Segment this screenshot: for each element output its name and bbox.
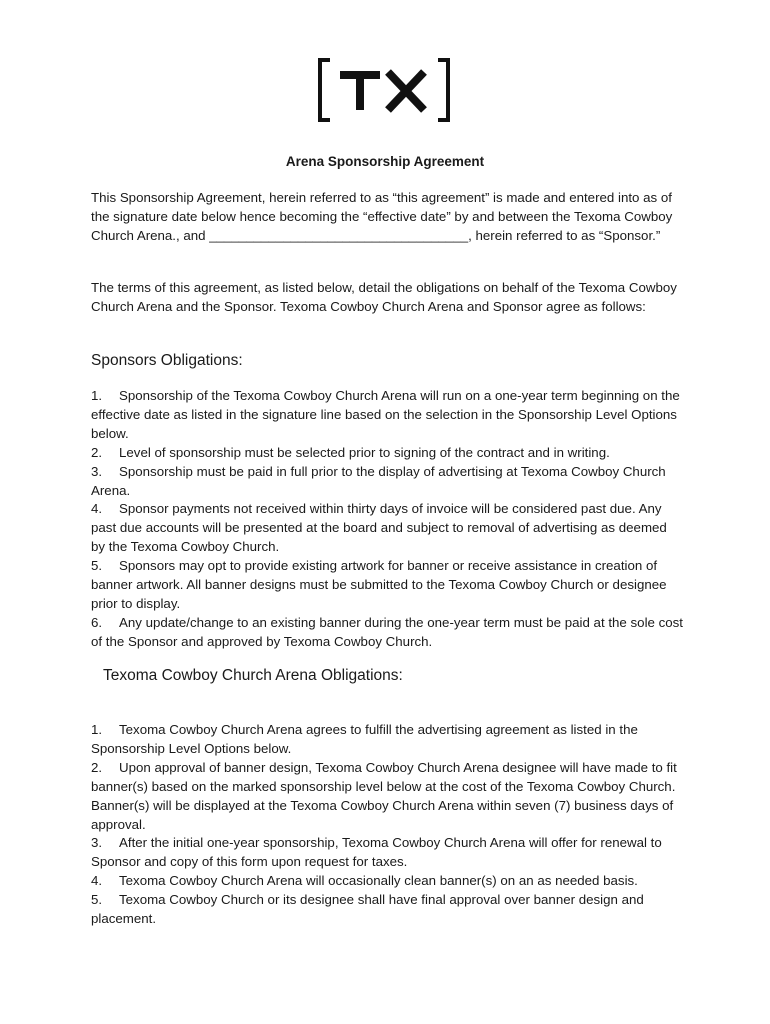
tx-logo-graphic [318, 58, 450, 122]
item-text: Any update/change to an existing banner during the one-year term must be paid at the sole cost of the Sponsor and approved by Texoma Cowboy Church. [91, 614, 683, 649]
item-number: 5. [91, 892, 103, 908]
arena-obligations-heading: Texoma Cowboy Church Arena Obligations: [103, 667, 403, 684]
item-text: Upon approval of banner design, Texoma Cowboy Church Arena designee will have made to fit banner(s) based on the marked sponsorship level below at the cost of the Texoma Cowboy Church. Banner(s) will be displayed at the Texoma Cowboy Church Arena within seven (7) business days of approval. [91, 759, 677, 832]
item-text: Level of sponsorship must be selected prior to signing of the contract and in writing. [119, 444, 610, 460]
item-text: Sponsors may opt to provide existing artwork for banner or receive assistance in creation of banner artwork. All banner designs must be submitted to the Texoma Cowboy Church or designee prior to display. [91, 558, 667, 611]
list-item [91, 614, 683, 652]
item-number: 2. [91, 759, 103, 775]
page-title: Arena Sponsorship Agreement [285, 154, 485, 169]
list-item [91, 759, 683, 835]
list-item [91, 557, 683, 614]
intro-paragraph: This Sponsorship Agreement, herein referred to as “this agreement” is made and entered into as of the signature date below hence becoming the “effective date” by and between the Texoma Cowboy Church Arena., and ___________________________________, herein referred to as “Sponsor.” [91, 190, 673, 243]
sponsor-obligations-list [91, 387, 683, 652]
arena-obligations-list [91, 721, 683, 929]
item-number: 3. [91, 463, 103, 479]
list-item [91, 387, 683, 444]
item-text: After the initial one-year sponsorship, Texoma Cowboy Church Arena will offer for renewal to Sponsor and copy of this form upon request for taxes. [91, 835, 662, 870]
list-item [91, 500, 683, 557]
item-text: Texoma Cowboy Church or its designee shall have final approval over banner design and placement. [91, 892, 644, 927]
item-number: 3. [91, 835, 103, 851]
item-text: Texoma Cowboy Church Arena agrees to fulfill the advertising agreement as listed in the Sponsorship Level Options below. [91, 722, 638, 756]
item-text: Texoma Cowboy Church Arena will occasionally clean banner(s) on an as needed basis. [119, 873, 638, 889]
item-number: 4. [91, 873, 103, 889]
list-item [91, 891, 683, 929]
item-number: 1. [91, 722, 103, 737]
item-number: 5. [91, 558, 103, 574]
item-number: 6. [91, 614, 103, 630]
item-text: Sponsorship must be paid in full prior to the display of advertising at Texoma Cowboy Church Arena. [91, 463, 666, 498]
item-number: 2. [91, 444, 103, 460]
tx-logo [318, 58, 450, 122]
item-number: 1. [91, 388, 103, 403]
list-item [91, 444, 683, 463]
list-item [91, 834, 683, 872]
item-text: Sponsor payments not received within thirty days of invoice will be considered past due. Any past due accounts will be presented at the board and subject to removal of advertising as deemed by the Texoma Cowboy Church. [91, 501, 667, 555]
item-number: 4. [91, 501, 103, 517]
list-item [91, 721, 683, 759]
sponsor-obligations-heading: Sponsors Obligations: [91, 352, 243, 369]
terms-paragraph: The terms of this agreement, as listed below, detail the obligations on behalf of the Texoma Cowboy Church Arena and the Sponsor. Texoma Cowboy Church Arena and Sponsor agree as follows: [91, 280, 677, 314]
list-item [91, 872, 683, 891]
list-item [91, 463, 683, 501]
item-text: Sponsorship of the Texoma Cowboy Church Arena will run on a one-year term beginning on the effective date as listed in the signature line based on the selection in the Sponsorship Level Options below. [91, 388, 680, 441]
